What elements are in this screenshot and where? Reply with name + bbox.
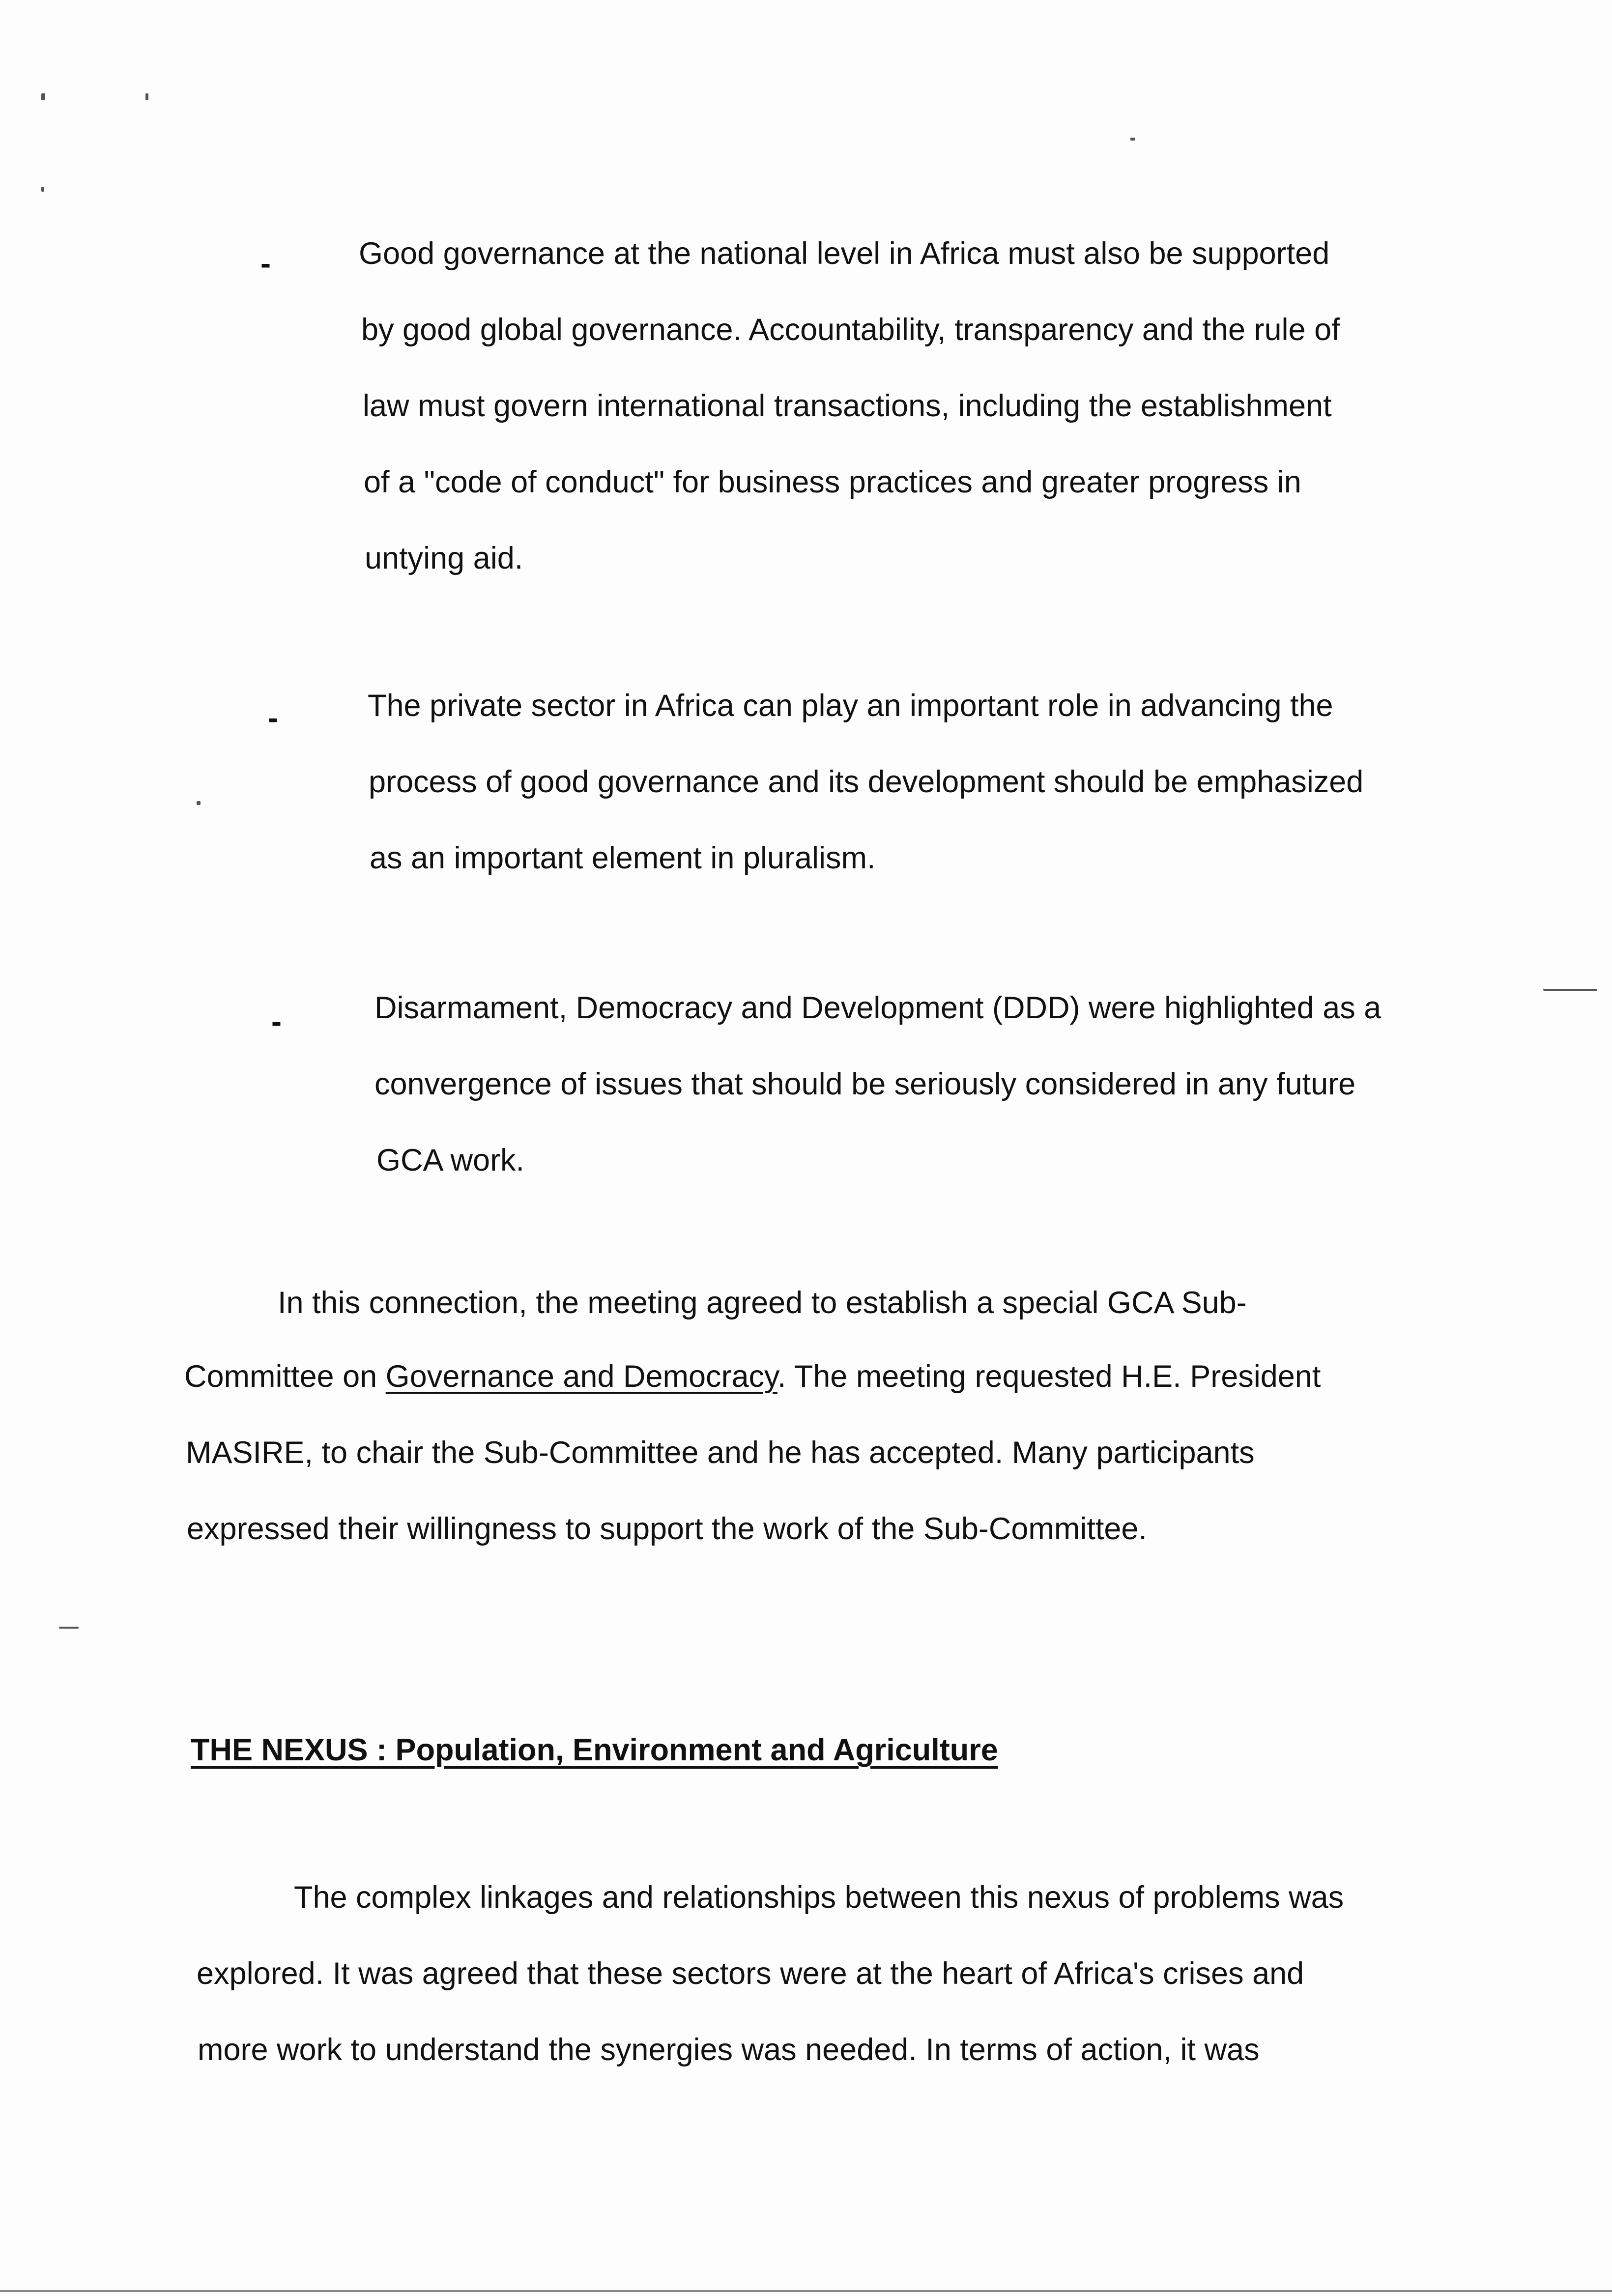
bullet-marker: - [260,246,271,281]
connection-paragraph-line-3: MASIRE, to chair the Sub-Committee and he has accepted. Many participants [186,1435,1255,1470]
scan-speck [1543,989,1597,991]
nexus-paragraph-line-3: more work to understand the synergies was needed. In terms of action, it was [198,2033,1260,2067]
scan-speck [41,187,44,192]
bullet-1-line-4: of a "code of conduct" for business practices and greater progress in [364,465,1301,499]
bullet-1-line-1: Good governance at the national level in Africa must also be supported [359,236,1330,271]
governance-democracy-underlined: Governance and Democracy [385,1359,777,1394]
bullet-marker: - [268,701,278,735]
section-heading: THE NEXUS : Population, Environment and Agriculture [191,1733,998,1767]
bullet-1-line-5: untying aid. [365,541,523,575]
connection-line-2-suffix: . The meeting requested H.E. President [777,1359,1321,1394]
connection-paragraph-line-4: expressed their willingness to support the work of the Sub-Committee. [187,1512,1147,1546]
nexus-paragraph-line-2: explored. It was agreed that these sectors were at the heart of Africa's crises and [197,1956,1304,1991]
nexus-paragraph-line-1: The complex linkages and relationships between this nexus of problems was [294,1880,1344,1915]
page-bottom-edge [0,2290,1612,2292]
bullet-2-line-2: process of good governance and its development should be emphasized [369,765,1364,799]
bullet-3-line-2: convergence of issues that should be seriously considered in any future [374,1067,1356,1101]
connection-line-2-prefix: Committee on [184,1359,386,1394]
bullet-1-line-3: law must govern international transactions, including the establishment [363,389,1332,423]
bullet-3-line-3: GCA work. [376,1143,525,1177]
bullet-2-line-3: as an important element in pluralism. [370,841,876,875]
bullet-1-line-2: by good global governance. Accountability, transparency and the rule of [361,313,1340,347]
scan-speck [41,93,45,100]
scan-speck [197,801,201,805]
connection-paragraph-line-1: In this connection, the meeting agreed to establish a special GCA Sub- [278,1286,1247,1320]
bullet-marker: - [271,1004,282,1039]
bullet-3-line-1: Disarmament, Democracy and Development (DDD) were highlighted as a [374,991,1382,1025]
scan-speck [59,1627,79,1629]
bullet-2-line-1: The private sector in Africa can play an important role in advancing the [368,689,1333,723]
connection-paragraph-line-2 [184,1361,1321,1392]
scan-speck [145,93,148,100]
scan-speck [1130,138,1135,141]
